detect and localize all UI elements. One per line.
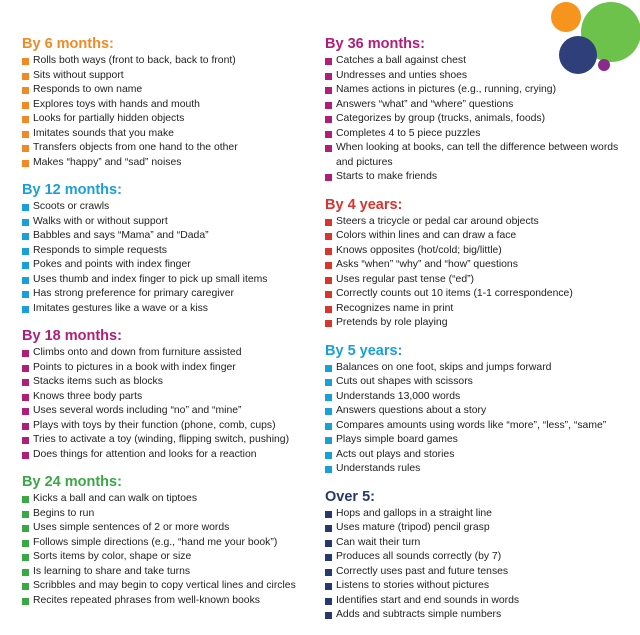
milestone-item xyxy=(22,141,314,156)
square-bullet-icon xyxy=(22,554,29,561)
milestone-item xyxy=(22,565,314,580)
square-bullet-icon xyxy=(22,511,29,518)
milestone-text: Sits without support xyxy=(33,69,124,81)
milestone-item xyxy=(325,361,630,376)
milestone-item xyxy=(22,579,314,594)
milestone-text: Pretends by role playing xyxy=(336,317,448,328)
milestone-item xyxy=(22,536,314,551)
square-bullet-icon xyxy=(22,598,29,605)
square-bullet-icon xyxy=(22,233,29,240)
milestone-item xyxy=(22,156,314,171)
section-over-5 xyxy=(325,489,630,623)
milestone-text: When looking at books, can tell the difference between words and pictures xyxy=(336,142,619,168)
right-column xyxy=(325,36,630,635)
section-by-4-years xyxy=(325,197,630,331)
milestone-item xyxy=(325,390,630,405)
milestone-text: Understands rules xyxy=(336,463,421,474)
milestone-text: Plays with toys by their function (phone, comb, cups) xyxy=(33,419,276,431)
square-bullet-icon xyxy=(22,350,29,357)
square-bullet-icon xyxy=(325,569,332,576)
milestone-text: Walks with or without support xyxy=(33,215,168,227)
milestone-list xyxy=(22,346,314,462)
milestone-item xyxy=(325,302,630,317)
milestone-text: Is learning to share and take turns xyxy=(33,565,191,577)
milestone-item xyxy=(22,244,314,259)
square-bullet-icon xyxy=(22,540,29,547)
milestone-item xyxy=(325,375,630,390)
square-bullet-icon xyxy=(22,379,29,386)
milestone-text: Cuts out shapes with scissors xyxy=(336,376,473,387)
milestone-text: Stacks items such as blocks xyxy=(33,376,163,387)
section-title: By 18 months: xyxy=(22,328,122,344)
section-by-24-months xyxy=(22,474,314,608)
milestone-item xyxy=(22,127,314,142)
milestone-item xyxy=(325,127,630,142)
milestone-text: Can wait their turn xyxy=(336,536,421,548)
milestone-item xyxy=(325,608,630,623)
milestone-item xyxy=(325,521,630,536)
orange-circle xyxy=(551,2,581,32)
square-bullet-icon xyxy=(325,511,332,518)
milestone-item xyxy=(325,536,630,551)
milestone-text: Scoots or crawls xyxy=(33,201,110,212)
section-title: Over 5: xyxy=(325,488,375,505)
milestone-item xyxy=(325,98,630,113)
milestone-item xyxy=(22,83,314,98)
milestone-item xyxy=(22,69,314,84)
milestone-text: Responds to simple requests xyxy=(33,244,167,256)
milestone-text: Knows three body parts xyxy=(33,390,143,402)
milestone-text: Recognizes name in print xyxy=(336,302,454,314)
milestone-text: Adds and subtracts simple numbers xyxy=(336,609,502,620)
square-bullet-icon xyxy=(325,583,332,590)
section-by-18-months xyxy=(22,328,314,462)
milestone-item xyxy=(22,112,314,127)
milestone-text: Follows simple directions (e.g., “hand me your book”) xyxy=(33,536,278,548)
square-bullet-icon xyxy=(325,612,332,619)
section-title: By 12 months: xyxy=(22,182,122,198)
milestone-text: Climbs onto and down from furniture assisted xyxy=(33,347,242,358)
section-title: By 4 years: xyxy=(325,196,403,213)
milestone-list xyxy=(325,507,630,623)
square-bullet-icon xyxy=(325,102,332,109)
milestone-item xyxy=(325,170,630,185)
milestone-text: Balances on one foot, skips and jumps forward xyxy=(336,361,552,373)
square-bullet-icon xyxy=(22,423,29,430)
milestone-item xyxy=(22,448,314,463)
milestone-text: Looks for partially hidden objects xyxy=(33,113,185,124)
milestone-text: Has strong preference for primary caregiver xyxy=(33,288,234,299)
section-title: By 36 months: xyxy=(325,36,425,52)
milestone-item xyxy=(22,507,314,522)
milestone-text: Explores toys with hands and mouth xyxy=(33,98,200,110)
square-bullet-icon xyxy=(325,452,332,459)
milestone-text: Transfers objects from one hand to the other xyxy=(33,142,238,153)
square-bullet-icon xyxy=(22,394,29,401)
square-bullet-icon xyxy=(325,598,332,605)
square-bullet-icon xyxy=(325,291,332,298)
milestone-text: Starts to make friends xyxy=(336,171,438,182)
milestone-text: Steers a tricycle or pedal car around objects xyxy=(336,215,539,227)
square-bullet-icon xyxy=(22,525,29,532)
square-bullet-icon xyxy=(325,540,332,547)
milestone-item xyxy=(22,54,314,69)
square-bullet-icon xyxy=(325,248,332,255)
milestone-item xyxy=(22,594,314,609)
milestone-text: Begins to run xyxy=(33,507,95,519)
milestone-text: Correctly uses past and future tenses xyxy=(336,565,509,577)
milestone-text: Responds to own name xyxy=(33,84,143,95)
milestone-list xyxy=(325,54,630,185)
square-bullet-icon xyxy=(325,525,332,532)
square-bullet-icon xyxy=(325,306,332,313)
square-bullet-icon xyxy=(22,102,29,109)
milestone-item xyxy=(22,346,314,361)
milestone-text: Uses thumb and index finger to pick up small items xyxy=(33,273,268,285)
square-bullet-icon xyxy=(22,583,29,590)
milestone-item xyxy=(22,550,314,565)
milestone-item xyxy=(325,419,630,434)
square-bullet-icon xyxy=(325,408,332,415)
milestone-text: Listens to stories without pictures xyxy=(336,580,490,591)
milestone-item xyxy=(22,287,314,302)
square-bullet-icon xyxy=(22,116,29,123)
milestone-item xyxy=(325,433,630,448)
square-bullet-icon xyxy=(325,87,332,94)
square-bullet-icon xyxy=(325,219,332,226)
square-bullet-icon xyxy=(325,131,332,138)
square-bullet-icon xyxy=(22,87,29,94)
square-bullet-icon xyxy=(22,277,29,284)
square-bullet-icon xyxy=(22,58,29,65)
milestone-text: Makes “happy” and “sad” noises xyxy=(33,156,182,168)
milestone-list xyxy=(325,215,630,331)
milestone-text: Acts out plays and stories xyxy=(336,448,455,460)
milestone-text: Recites repeated phrases from well-known books xyxy=(33,594,260,606)
square-bullet-icon xyxy=(22,496,29,503)
milestone-text: Knows opposites (hot/cold; big/little) xyxy=(336,244,502,256)
milestone-item xyxy=(325,579,630,594)
square-bullet-icon xyxy=(22,145,29,152)
square-bullet-icon xyxy=(22,160,29,167)
milestone-item xyxy=(22,98,314,113)
milestone-text: Completes 4 to 5 piece puzzles xyxy=(336,127,481,139)
square-bullet-icon xyxy=(325,365,332,372)
square-bullet-icon xyxy=(22,569,29,576)
milestone-item xyxy=(325,258,630,273)
milestone-text: Babbles and says “Mama” and “Dada” xyxy=(33,230,209,241)
milestone-text: Uses mature (tripod) pencil grasp xyxy=(336,522,490,533)
milestone-text: Catches a ball against chest xyxy=(336,55,466,66)
milestone-item xyxy=(22,258,314,273)
square-bullet-icon xyxy=(22,248,29,255)
milestone-item xyxy=(325,54,630,69)
milestone-text: Answers questions about a story xyxy=(336,405,487,416)
milestone-text: Identifies start and end sounds in words xyxy=(336,594,520,606)
milestone-text: Plays simple board games xyxy=(336,434,458,445)
milestone-text: Uses several words including “no” and “mine” xyxy=(33,405,242,416)
square-bullet-icon xyxy=(325,437,332,444)
milestone-item xyxy=(22,390,314,405)
milestone-text: Tries to activate a toy (winding, flipping switch, pushing) xyxy=(33,434,290,445)
milestone-item xyxy=(325,594,630,609)
milestone-item xyxy=(22,404,314,419)
milestone-item xyxy=(325,316,630,331)
milestone-item xyxy=(325,215,630,230)
square-bullet-icon xyxy=(22,365,29,372)
square-bullet-icon xyxy=(325,277,332,284)
milestone-item xyxy=(325,112,630,127)
milestone-item xyxy=(325,404,630,419)
section-title: By 6 months: xyxy=(22,36,114,52)
milestone-list xyxy=(22,54,314,170)
square-bullet-icon xyxy=(22,437,29,444)
milestone-text: Asks “when” “why” and “how” questions xyxy=(336,259,518,270)
milestone-text: Hops and gallops in a straight line xyxy=(336,507,492,519)
square-bullet-icon xyxy=(325,554,332,561)
section-title: By 24 months: xyxy=(22,474,122,490)
square-bullet-icon xyxy=(22,291,29,298)
milestone-text: Imitates gestures like a wave or a kiss xyxy=(33,302,208,314)
milestone-item xyxy=(325,287,630,302)
square-bullet-icon xyxy=(325,262,332,269)
milestone-text: Kicks a ball and can walk on tiptoes xyxy=(33,493,198,504)
milestone-item xyxy=(22,361,314,376)
milestone-text: Categorizes by group (trucks, animals, foods) xyxy=(336,113,546,124)
milestone-item xyxy=(22,521,314,536)
milestone-text: Undresses and unties shoes xyxy=(336,69,468,81)
milestone-item xyxy=(325,229,630,244)
milestone-item xyxy=(22,375,314,390)
milestone-item xyxy=(325,448,630,463)
section-title: By 5 years: xyxy=(325,342,403,359)
milestone-text: Correctly counts out 10 items (1-1 correspondence) xyxy=(336,288,573,299)
square-bullet-icon xyxy=(22,219,29,226)
square-bullet-icon xyxy=(325,394,332,401)
section-by-6-months xyxy=(22,36,314,170)
milestone-text: Does things for attention and looks for a reaction xyxy=(33,448,257,460)
milestone-item xyxy=(22,229,314,244)
square-bullet-icon xyxy=(325,466,332,473)
milestone-text: Uses regular past tense (“ed”) xyxy=(336,273,475,285)
milestone-item xyxy=(325,141,630,170)
square-bullet-icon xyxy=(325,145,332,152)
milestone-text: Produces all sounds correctly (by 7) xyxy=(336,551,502,562)
milestone-text: Points to pictures in a book with index finger xyxy=(33,361,236,373)
milestone-item xyxy=(22,492,314,507)
milestone-item xyxy=(325,550,630,565)
milestone-item xyxy=(22,200,314,215)
square-bullet-icon xyxy=(22,204,29,211)
square-bullet-icon xyxy=(325,73,332,80)
milestone-text: Imitates sounds that you make xyxy=(33,127,174,139)
milestone-item xyxy=(325,83,630,98)
milestone-list xyxy=(22,492,314,608)
milestone-text: Understands 13,000 words xyxy=(336,390,461,402)
milestone-item xyxy=(325,507,630,522)
milestone-text: Compares amounts using words like “more”, “less”, “same” xyxy=(336,419,607,431)
milestone-item xyxy=(22,273,314,288)
square-bullet-icon xyxy=(325,58,332,65)
square-bullet-icon xyxy=(325,379,332,386)
milestone-item xyxy=(325,565,630,580)
square-bullet-icon xyxy=(325,320,332,327)
milestone-item xyxy=(22,433,314,448)
milestone-item xyxy=(22,419,314,434)
milestone-text: Colors within lines and can draw a face xyxy=(336,230,517,241)
section-by-5-years xyxy=(325,343,630,477)
square-bullet-icon xyxy=(22,306,29,313)
square-bullet-icon xyxy=(325,233,332,240)
square-bullet-icon xyxy=(22,408,29,415)
milestone-item xyxy=(22,302,314,317)
milestone-item xyxy=(325,244,630,259)
milestone-text: Pokes and points with index finger xyxy=(33,259,191,270)
left-column xyxy=(22,36,314,620)
milestone-list xyxy=(22,200,314,316)
square-bullet-icon xyxy=(22,452,29,459)
square-bullet-icon xyxy=(325,423,332,430)
milestone-item xyxy=(325,462,630,477)
milestone-item xyxy=(325,69,630,84)
square-bullet-icon xyxy=(325,174,332,181)
milestone-item xyxy=(22,215,314,230)
milestone-text: Sorts items by color, shape or size xyxy=(33,551,192,562)
milestone-text: Scribbles and may begin to copy vertical lines and circles xyxy=(33,580,296,591)
square-bullet-icon xyxy=(22,131,29,138)
square-bullet-icon xyxy=(22,73,29,80)
section-by-36-months xyxy=(325,36,630,185)
milestone-text: Uses simple sentences of 2 or more words xyxy=(33,522,230,533)
milestone-list xyxy=(325,361,630,477)
section-by-12-months xyxy=(22,182,314,316)
milestone-text: Answers “what” and “where” questions xyxy=(336,98,514,110)
square-bullet-icon xyxy=(22,262,29,269)
milestone-text: Names actions in pictures (e.g., running, crying) xyxy=(336,84,557,95)
square-bullet-icon xyxy=(325,116,332,123)
milestone-text: Rolls both ways (front to back, back to front) xyxy=(33,55,236,66)
milestone-item xyxy=(325,273,630,288)
